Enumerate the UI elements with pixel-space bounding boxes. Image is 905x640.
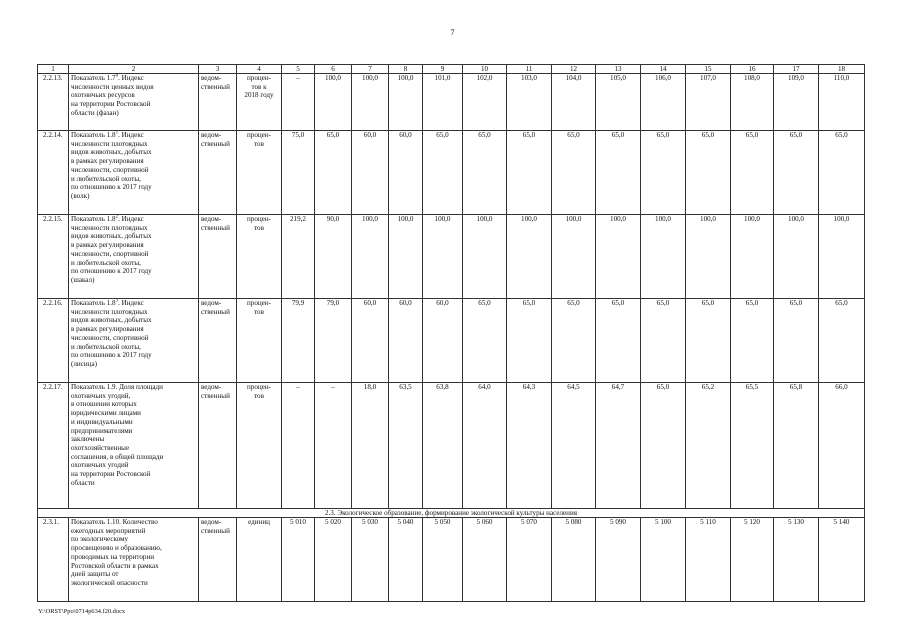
- value-cell: 60,0: [423, 299, 463, 383]
- header-row: [38, 65, 865, 74]
- value-cell: 5 120: [731, 518, 774, 602]
- column-number: 1: [38, 65, 69, 74]
- row-id: 2.2.15.: [38, 215, 69, 299]
- value-cell: 5 070: [507, 518, 552, 602]
- value-cell: 65,0: [774, 131, 819, 215]
- indicator-superscript: 3: [115, 298, 119, 304]
- value-cell: 60,0: [389, 131, 423, 215]
- row-id: 2.2.17.: [38, 383, 69, 509]
- value-cell: 65,0: [819, 299, 865, 383]
- column-number: 14: [641, 65, 686, 74]
- value-cell: 100,0: [315, 74, 352, 131]
- column-number: 7: [352, 65, 389, 74]
- value-cell: 100,0: [389, 215, 423, 299]
- value-cell: 90,0: [315, 215, 352, 299]
- value-cell: 65,5: [731, 383, 774, 509]
- value-cell: 65,0: [596, 131, 641, 215]
- row-id: 2.2.16.: [38, 299, 69, 383]
- column-number: 2: [69, 65, 199, 74]
- column-number: 6: [315, 65, 352, 74]
- value-cell: 65,8: [774, 383, 819, 509]
- column-number: 17: [774, 65, 819, 74]
- column-number: 10: [463, 65, 507, 74]
- indicator-name-text: Показатель 1.8: [71, 131, 116, 139]
- file-path-footer: Y:\ORST\Ppo\0714p634.f20.docx: [38, 608, 126, 615]
- source-type: ведом- ственный: [199, 131, 237, 215]
- value-cell: 5 080: [552, 518, 596, 602]
- value-cell: 79,0: [315, 299, 352, 383]
- column-number: 16: [731, 65, 774, 74]
- unit: процен- тов: [237, 299, 282, 383]
- source-type: ведом- ственный: [199, 299, 237, 383]
- indicator-name-text: Показатель 1.9. Доля площади охотничьих угодий, в отношении которых юридическими лицами и индивидуальными предпринимателями заключены охотхозяйственные соглашения, в общей площади охотничьих угодий на территории Ростовской области: [71, 383, 164, 487]
- table-row: [38, 215, 865, 299]
- value-cell: 102,0: [463, 74, 507, 131]
- column-number: 9: [423, 65, 463, 74]
- value-cell: 100,0: [774, 215, 819, 299]
- indicator-name-rest: . Индекс численности плотоядных видов животных, добытых в рамках регулирования численности, спортивной и любительской охоты, по отношению к 2017 году (волк): [71, 131, 152, 200]
- value-cell: 60,0: [389, 299, 423, 383]
- value-cell: 219,2: [282, 215, 315, 299]
- value-cell: 65,0: [641, 383, 686, 509]
- value-cell: 5 140: [819, 518, 865, 602]
- indicator-name: [69, 74, 199, 131]
- value-cell: 65,0: [731, 131, 774, 215]
- value-cell: 5 110: [686, 518, 731, 602]
- unit: процен- тов: [237, 383, 282, 509]
- column-number: 15: [686, 65, 731, 74]
- value-cell: 104,0: [552, 74, 596, 131]
- indicator-name: [69, 299, 199, 383]
- indicator-name: [69, 215, 199, 299]
- column-number: 5: [282, 65, 315, 74]
- value-cell: 106,0: [641, 74, 686, 131]
- row-id: 2.2.14.: [38, 131, 69, 215]
- indicator-name: [69, 131, 199, 215]
- section-title: 2.3. Экологическое образование, формирование экологической культуры населения: [38, 509, 865, 518]
- value-cell: 100,0: [507, 215, 552, 299]
- indicator-name-text: Показатель 1.8: [71, 299, 116, 307]
- value-cell: –: [282, 74, 315, 131]
- value-cell: 100,0: [389, 74, 423, 131]
- value-cell: 79,9: [282, 299, 315, 383]
- table-row: [38, 131, 865, 215]
- table-row: [38, 299, 865, 383]
- column-number: 12: [552, 65, 596, 74]
- value-cell: 5 050: [423, 518, 463, 602]
- source-type: ведом- ственный: [199, 383, 237, 509]
- value-cell: –: [282, 383, 315, 509]
- indicator-superscript: 6: [115, 73, 119, 79]
- value-cell: 64,3: [507, 383, 552, 509]
- value-cell: 101,0: [423, 74, 463, 131]
- indicator-superscript: 2: [115, 214, 119, 220]
- value-cell: 60,0: [352, 299, 389, 383]
- value-cell: 100,0: [423, 215, 463, 299]
- row-id: 2.3.1.: [38, 518, 69, 602]
- value-cell: 109,0: [774, 74, 819, 131]
- value-cell: 65,0: [423, 131, 463, 215]
- value-cell: 65,0: [463, 131, 507, 215]
- indicator-name-text: Показатель 1.10. Количество ежегодных мероприятий по экологическому просвещению и образованию, проводимых на территории Ростовской области в рамках дней защиты от экологической опасности: [71, 518, 162, 587]
- indicator-name-rest: . Индекс численности плотоядных видов животных, добытых в рамках регулирования численности, спортивной и любительской охоты, по отношению к 2017 году (лисица): [71, 299, 152, 368]
- column-number: 8: [389, 65, 423, 74]
- value-cell: 64,7: [596, 383, 641, 509]
- unit: единиц: [237, 518, 282, 602]
- value-cell: 5 100: [641, 518, 686, 602]
- value-cell: 5 020: [315, 518, 352, 602]
- value-cell: 63,8: [423, 383, 463, 509]
- indicator-name-rest: . Индекс численности ценных видов охотничьих ресурсов на территории Ростовской области (фазан): [71, 74, 154, 117]
- value-cell: 75,0: [282, 131, 315, 215]
- value-cell: 100,0: [731, 215, 774, 299]
- value-cell: 65,0: [774, 299, 819, 383]
- indicator-name-rest: . Индекс численности плотоядных видов животных, добытых в рамках регулирования численности, спортивной и любительской охоты, по отношению к 2017 году (шакал): [71, 215, 152, 284]
- table-row: [38, 74, 865, 131]
- value-cell: 5 060: [463, 518, 507, 602]
- source-type: ведом- ственный: [199, 518, 237, 602]
- section-row: [38, 509, 865, 518]
- value-cell: 5 010: [282, 518, 315, 602]
- value-cell: 65,0: [463, 299, 507, 383]
- value-cell: –: [315, 383, 352, 509]
- source-type: ведом- ственный: [199, 215, 237, 299]
- value-cell: 5 090: [596, 518, 641, 602]
- column-number: 11: [507, 65, 552, 74]
- column-number: 18: [819, 65, 865, 74]
- value-cell: 100,0: [686, 215, 731, 299]
- value-cell: 5 030: [352, 518, 389, 602]
- indicators-table: [37, 64, 865, 602]
- value-cell: 100,0: [352, 74, 389, 131]
- value-cell: 65,0: [315, 131, 352, 215]
- column-number: 13: [596, 65, 641, 74]
- value-cell: 65,0: [686, 299, 731, 383]
- value-cell: 64,0: [463, 383, 507, 509]
- table-row: [38, 518, 865, 602]
- value-cell: 5 130: [774, 518, 819, 602]
- value-cell: 65,0: [686, 131, 731, 215]
- column-number: 4: [237, 65, 282, 74]
- value-cell: 5 040: [389, 518, 423, 602]
- value-cell: 100,0: [819, 215, 865, 299]
- column-number: 3: [199, 65, 237, 74]
- value-cell: 65,0: [819, 131, 865, 215]
- value-cell: 100,0: [552, 215, 596, 299]
- indicator-name-text: Показатель 1.7: [71, 74, 116, 82]
- table-row: [38, 383, 865, 509]
- indicator-superscript: 1: [115, 130, 119, 136]
- source-type: ведом- ственный: [199, 74, 237, 131]
- value-cell: 65,0: [507, 131, 552, 215]
- unit: процен- тов: [237, 215, 282, 299]
- value-cell: 65,0: [641, 131, 686, 215]
- indicator-name: [69, 383, 199, 509]
- row-id: 2.2.13.: [38, 74, 69, 131]
- value-cell: 110,0: [819, 74, 865, 131]
- value-cell: 63,5: [389, 383, 423, 509]
- value-cell: 65,0: [641, 299, 686, 383]
- value-cell: 64,5: [552, 383, 596, 509]
- value-cell: 65,0: [552, 131, 596, 215]
- page-number: 7: [450, 28, 455, 37]
- value-cell: 103,0: [507, 74, 552, 131]
- unit: процен- тов к 2018 году: [237, 74, 282, 131]
- value-cell: 100,0: [463, 215, 507, 299]
- value-cell: 65,0: [596, 299, 641, 383]
- value-cell: 60,0: [352, 131, 389, 215]
- indicator-name-text: Показатель 1.8: [71, 215, 116, 223]
- value-cell: 65,0: [552, 299, 596, 383]
- value-cell: 66,0: [819, 383, 865, 509]
- value-cell: 105,0: [596, 74, 641, 131]
- value-cell: 100,0: [352, 215, 389, 299]
- unit: процен- тов: [237, 131, 282, 215]
- value-cell: 65,2: [686, 383, 731, 509]
- value-cell: 100,0: [641, 215, 686, 299]
- value-cell: 108,0: [731, 74, 774, 131]
- indicator-name: [69, 518, 199, 602]
- value-cell: 18,0: [352, 383, 389, 509]
- value-cell: 65,0: [507, 299, 552, 383]
- value-cell: 65,0: [731, 299, 774, 383]
- value-cell: 100,0: [596, 215, 641, 299]
- value-cell: 107,0: [686, 74, 731, 131]
